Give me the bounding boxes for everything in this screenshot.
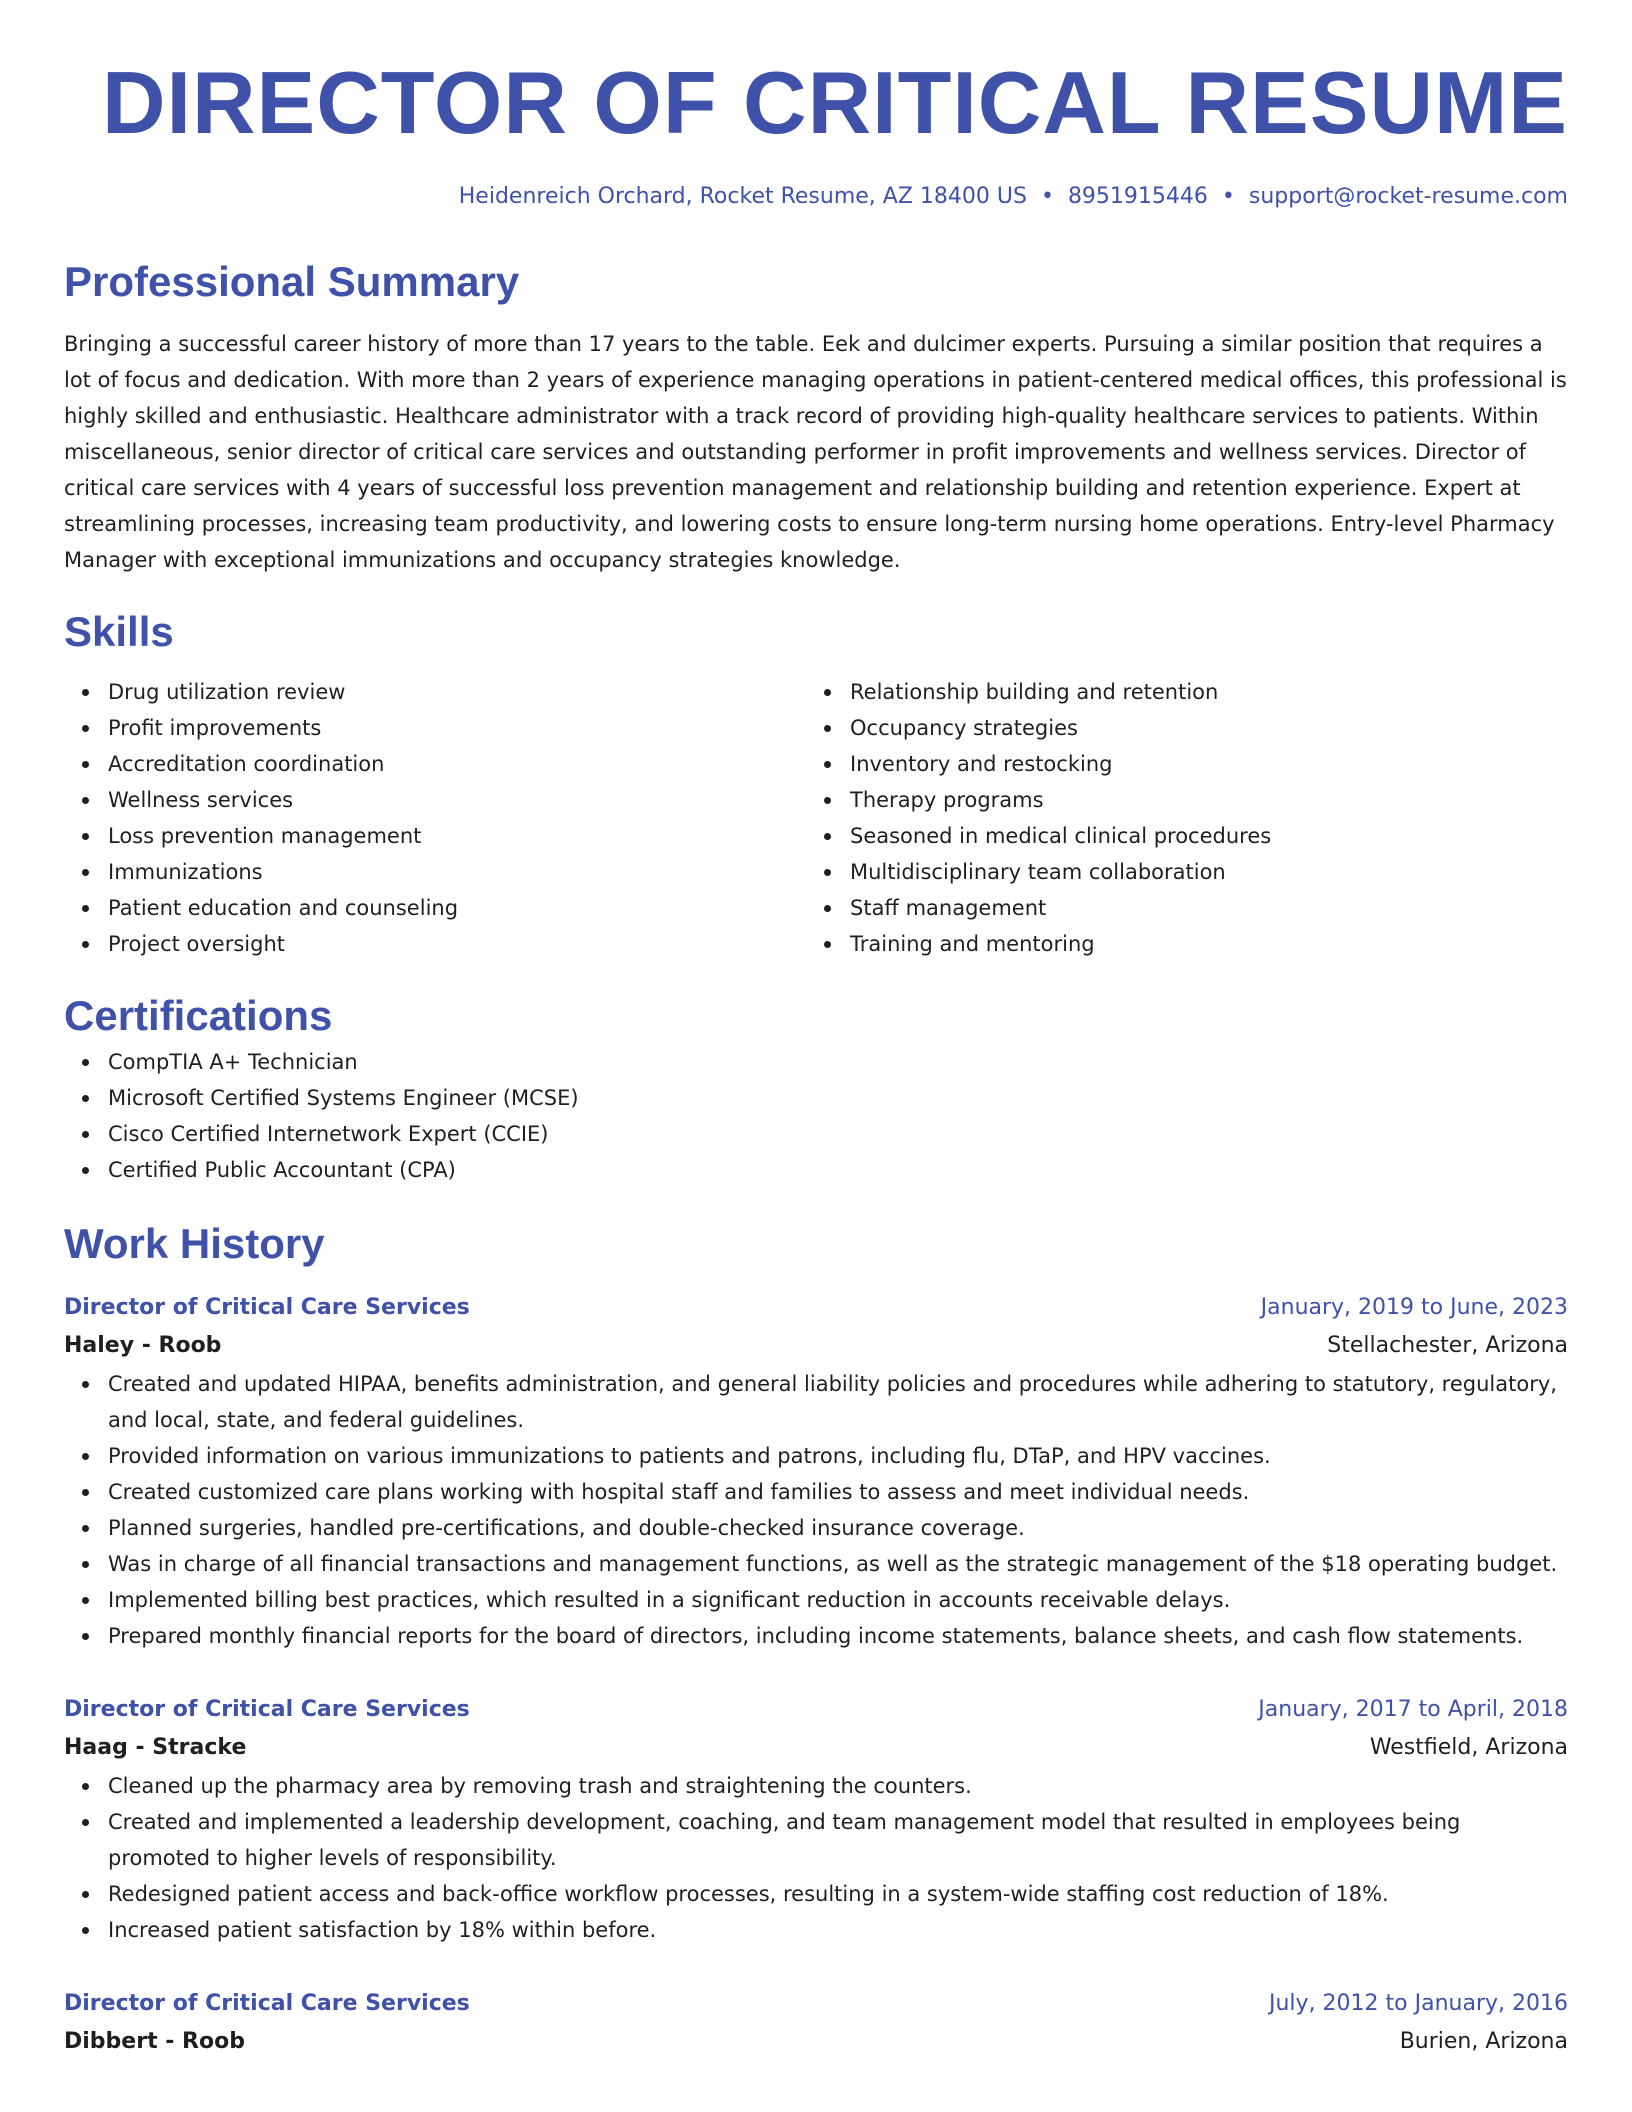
skill-item: Immunizations [108,854,806,890]
skills-column-left [64,674,806,962]
job-employer-row [64,1728,1568,1768]
job-entry [64,1986,1568,2062]
job-employer-row [64,1326,1568,1366]
skill-item: Project oversight [108,926,806,962]
job-duty-item: Implemented billing best practices, which resulted in a significant reduction in accounts receivable delays. [108,1582,1568,1618]
certification-item: Certified Public Accountant (CPA) [108,1152,1568,1188]
job-header-row [64,1986,1568,2022]
contact-address: Heidenreich Orchard, Rocket Resume, AZ 18400 US [458,184,1027,209]
contact-line [64,182,1568,212]
job-header-row [64,1692,1568,1728]
job-duty-item: Prepared monthly financial reports for the board of directors, including income statements, balance sheets, and cash flow statements. [108,1618,1568,1654]
job-duty-item: Created and updated HIPAA, benefits administration, and general liability policies and procedures while adhering to statutory, regulatory, and local, state, and federal guidelines. [108,1366,1568,1438]
job-title: Director of Critical Care Services [64,1991,470,2016]
job-duty-item: Redesigned patient access and back-office workflow processes, resulting in a system-wide staffing cost reduction of 18%. [108,1876,1568,1912]
skill-item: Profit improvements [108,710,806,746]
skill-item: Relationship building and retention [850,674,1548,710]
resume-title: DIRECTOR OF CRITICAL RESUME [101,53,1568,152]
skills-heading: Skills [64,608,174,655]
skill-item: Drug utilization review [108,674,806,710]
job-header-row [64,1290,1568,1326]
job-location: Burien, Arizona [1399,2029,1568,2054]
certifications-list [64,1044,1568,1188]
skill-item: Accreditation coordination [108,746,806,782]
job-company: Dibbert - Roob [64,2029,245,2054]
skill-item: Seasoned in medical clinical procedures [850,818,1548,854]
contact-separator: • [1040,184,1054,209]
skill-item: Occupancy strategies [850,710,1548,746]
summary-heading: Professional Summary [64,258,520,305]
skills-column-right [806,674,1548,962]
job-company: Haley - Roob [64,1333,222,1358]
job-dates: January, 2019 to June, 2023 [1260,1295,1568,1320]
job-location: Stellachester, Arizona [1327,1333,1568,1358]
skill-item: Loss prevention management [108,818,806,854]
job-title: Director of Critical Care Services [64,1295,470,1320]
summary-text: Bringing a successful career history of more than 17 years to the table. Eek and dulcimer experts. Pursuing a similar position that requires a lot of focus and dedication. With more than 2 years of experience managing operations in patient-centered medical offices, this professional is highly skilled and enthusiastic. Healthcare administrator with a track record of providing high-quality healthcare services to patients. Within miscellaneous, senior director of critical care services and outstanding performer in profit improvements and wellness services. Director of critical care services with 4 years of successful loss prevention management and relationship building and retention experience. Expert at streamlining processes, increasing team productivity, and lowering costs to ensure long-term nursing home operations. Entry-level Pharmacy Manager with exceptional immunizations and occupancy strategies knowledge. [64,332,1567,572]
job-employer-row [64,2022,1568,2062]
job-duties-list [64,1366,1568,1654]
job-duty-item: Increased patient satisfaction by 18% within before. [108,1912,1568,1948]
job-duty-item: Created customized care plans working with hospital staff and families to assess and meet individual needs. [108,1474,1568,1510]
certifications-heading: Certifications [64,992,333,1039]
job-duty-item: Created and implemented a leadership development, coaching, and team management model that resulted in employees being promoted to higher levels of responsibility. [108,1804,1568,1876]
job-location: Westfield, Arizona [1369,1735,1568,1760]
skill-item: Training and mentoring [850,926,1548,962]
job-duties-list [64,1768,1568,1948]
job-duty-item: Provided information on various immunizations to patients and patrons, including flu, DTaP, and HPV vaccines. [108,1438,1568,1474]
skill-item: Patient education and counseling [108,890,806,926]
job-dates: July, 2012 to January, 2016 [1269,1991,1568,2016]
skills-list-left [64,674,806,962]
skill-item: Wellness services [108,782,806,818]
skill-item: Therapy programs [850,782,1548,818]
certification-item: CompTIA A+ Technician [108,1044,1568,1080]
skill-item: Staff management [850,890,1548,926]
skills-grid [64,674,1568,962]
certification-item: Cisco Certified Internetwork Expert (CCIE) [108,1116,1568,1152]
skill-item: Inventory and restocking [850,746,1548,782]
job-entry [64,1290,1568,1654]
job-entry [64,1692,1568,1948]
job-duty-item: Planned surgeries, handled pre-certifications, and double-checked insurance coverage. [108,1510,1568,1546]
job-dates: January, 2017 to April, 2018 [1258,1697,1568,1722]
certification-item: Microsoft Certified Systems Engineer (MCSE) [108,1080,1568,1116]
work-history-heading: Work History [64,1220,325,1267]
skills-list-right [806,674,1548,962]
job-title: Director of Critical Care Services [64,1697,470,1722]
job-company: Haag - Stracke [64,1735,247,1760]
contact-separator: • [1221,184,1235,209]
contact-phone: 8951915446 [1067,184,1208,209]
contact-email: support@rocket-resume.com [1248,184,1568,209]
skill-item: Multidisciplinary team collaboration [850,854,1548,890]
job-duty-item: Was in charge of all financial transactions and management functions, as well as the strategic management of the $18 operating budget. [108,1546,1568,1582]
job-duty-item: Cleaned up the pharmacy area by removing trash and straightening the counters. [108,1768,1568,1804]
